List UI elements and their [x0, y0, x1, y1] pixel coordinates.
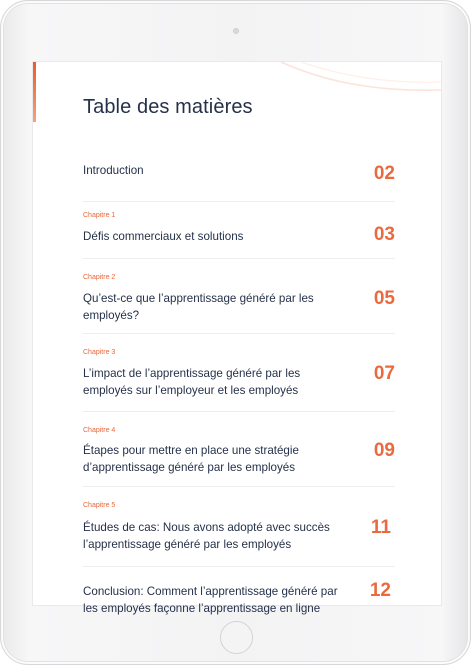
chapter-tag: Chapitre 1 — [83, 212, 116, 219]
page-title: Table des matières — [83, 96, 253, 118]
toc-entry-title: Études de cas: Nous avons adopté avec succès l’apprentissage généré par les employés — [83, 521, 330, 551]
toc-entry-title: Défis commerciaux et solutions — [83, 230, 244, 243]
chapter-tag: Chapitre 4 — [83, 427, 116, 434]
tablet-screen[interactable] — [33, 62, 441, 615]
toc-page-number: 09 — [373, 440, 395, 461]
toc-page-number: 05 — [373, 288, 395, 309]
accent-bar — [33, 62, 36, 122]
toc-entry-chapter-2[interactable] — [83, 259, 395, 334]
chapter-tag: Chapitre 5 — [83, 502, 116, 509]
toc-entry-title: Qu’est-ce que l’apprentissage généré par les employés? — [83, 292, 314, 322]
toc-entry-title: Conclusion: Comment l’apprentissage généré par les employés façonne l’apprentissage en ligne — [83, 585, 338, 615]
toc-page-number: 12 — [369, 580, 391, 601]
camera-icon — [233, 28, 239, 34]
toc-entry-chapter-1[interactable] — [83, 202, 395, 259]
toc-entry-title: L’impact de l’apprentissage généré par les employés sur l’employeur et les employés — [83, 367, 301, 397]
toc-page-number: 11 — [370, 517, 391, 538]
chapter-tag: Chapitre 2 — [83, 274, 116, 281]
toc-entry-chapter-3[interactable] — [83, 334, 395, 412]
toc-entry-introduction[interactable] — [83, 158, 395, 202]
toc-entry-title: Introduction — [83, 164, 144, 177]
toc-page-number: 02 — [373, 163, 395, 184]
toc-entry-chapter-4[interactable] — [83, 412, 395, 487]
chapter-tag: Chapitre 3 — [83, 349, 116, 356]
decorative-swoosh-icon — [281, 62, 441, 102]
toc-page-number: 03 — [373, 224, 395, 245]
toc-entry-title: Étapes pour mettre en place une stratégie d’apprentissage généré par les employés — [83, 444, 299, 474]
toc-entry-conclusion[interactable] — [83, 567, 395, 627]
toc-entry-chapter-5[interactable] — [83, 487, 395, 567]
toc-page-number: 07 — [373, 363, 395, 384]
toc-list — [83, 158, 395, 627]
home-button[interactable] — [220, 621, 253, 654]
